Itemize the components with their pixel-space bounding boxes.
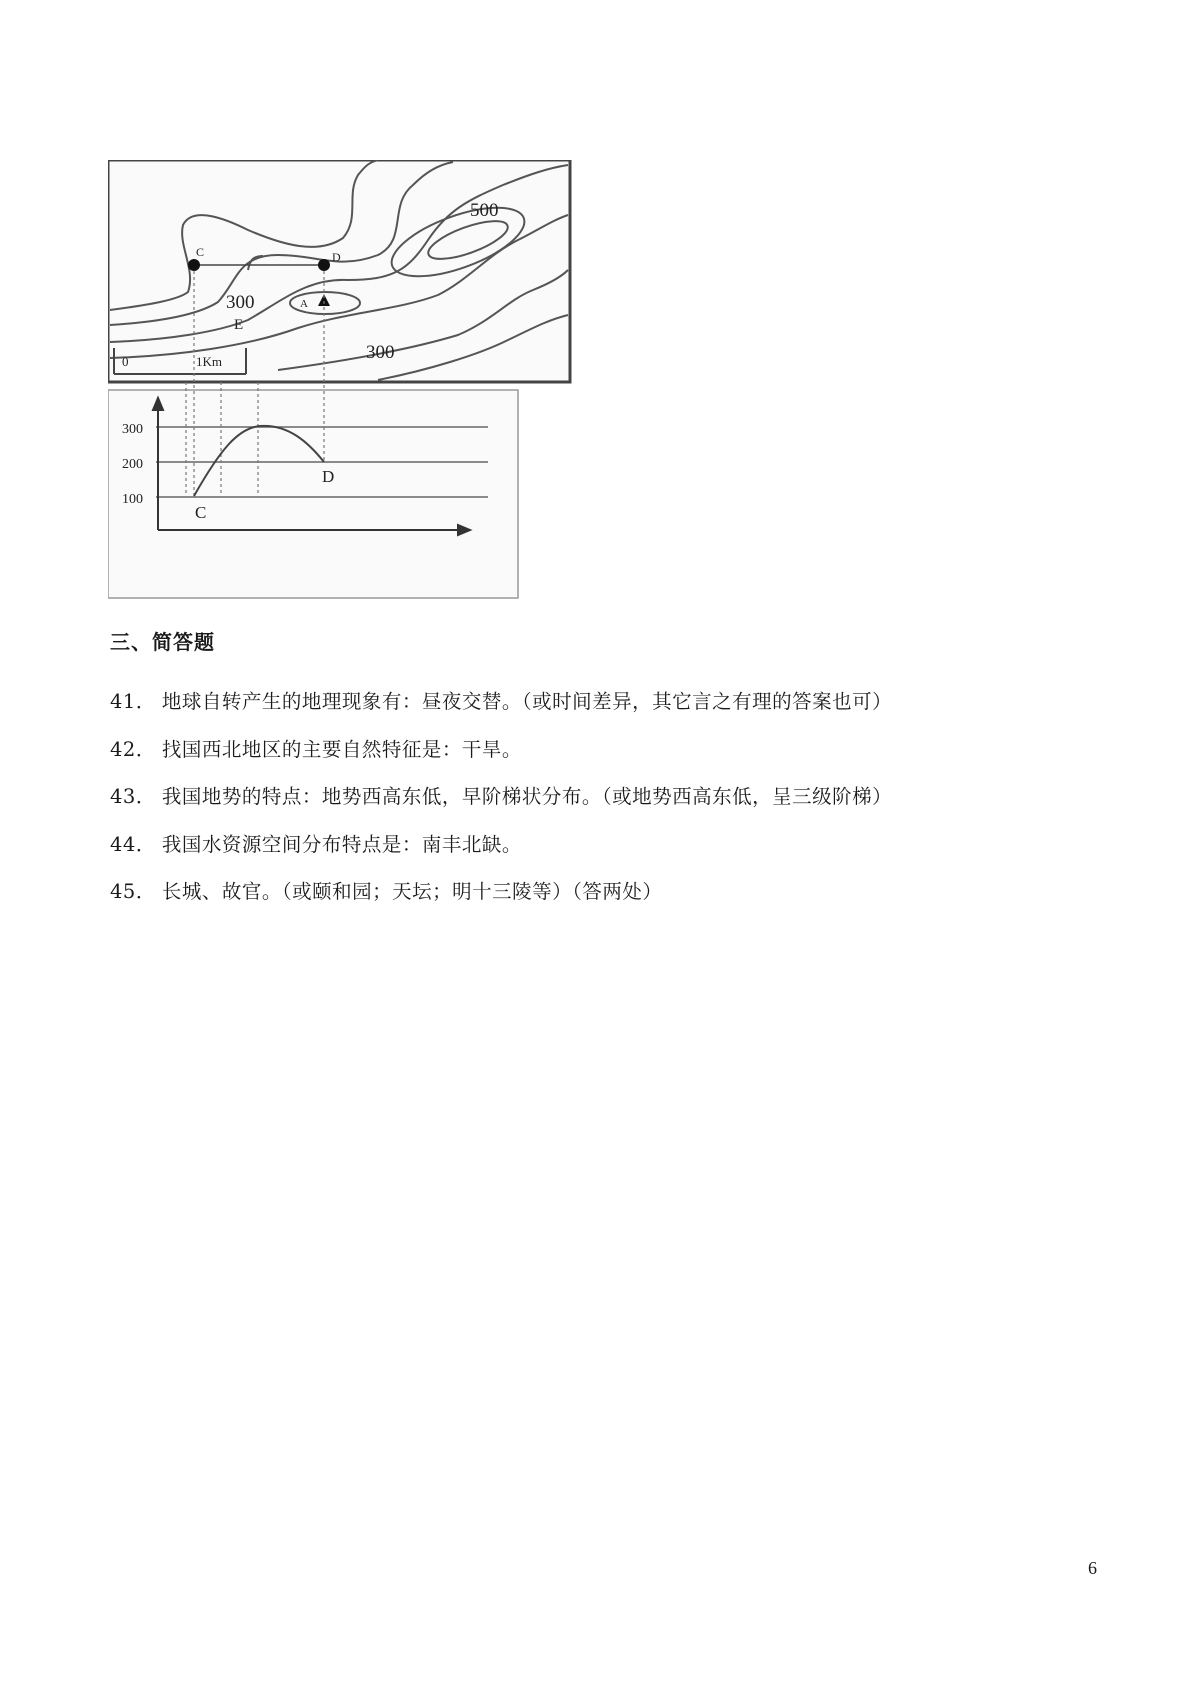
y-tick-300: 300 bbox=[122, 422, 143, 437]
contour-label-300-bottom: 300 bbox=[366, 342, 395, 363]
answer-item bbox=[110, 868, 892, 916]
answer-number: 41． bbox=[110, 690, 156, 713]
answer-number: 43． bbox=[110, 785, 156, 808]
answer-number: 42． bbox=[110, 737, 156, 761]
map-label-c: C bbox=[196, 245, 205, 259]
answer-text: 我国地势的特点：地势西高东低，早阶梯状分布。（或地势西高东低，呈三级阶梯） bbox=[161, 785, 893, 808]
contour-map bbox=[108, 160, 570, 382]
map-frame bbox=[108, 160, 570, 382]
map-label-e: E bbox=[234, 317, 244, 333]
answer-item bbox=[110, 821, 892, 869]
point-d-dot bbox=[318, 259, 330, 271]
page-number: 6 bbox=[1088, 1558, 1097, 1578]
y-tick-200: 200 bbox=[122, 457, 143, 472]
answer-item bbox=[110, 726, 892, 774]
scale-end-label: 1Km bbox=[196, 354, 222, 369]
answer-item bbox=[110, 773, 892, 821]
point-c-dot bbox=[188, 259, 200, 271]
answer-text: 找国西北地区的主要自然特征是：干旱。 bbox=[161, 737, 522, 761]
answer-number: 45． bbox=[110, 880, 156, 903]
answer-text: 长城、故官。（或颐和园；天坛；明十三陵等）（答两处） bbox=[161, 880, 663, 903]
scale-start-label: 0 bbox=[122, 354, 129, 369]
map-label-a: A bbox=[300, 298, 308, 310]
answer-number: 44． bbox=[110, 832, 156, 856]
section-title: 三、简答题 bbox=[110, 630, 215, 654]
figure-svg bbox=[108, 160, 578, 600]
profile-frame bbox=[108, 390, 518, 598]
answer-item bbox=[110, 678, 892, 726]
map-label-d: D bbox=[332, 250, 341, 264]
answer-text: 我国水资源空间分布特点是：南丰北缺。 bbox=[161, 832, 522, 856]
y-tick-100: 100 bbox=[122, 492, 143, 507]
answer-text: 地球自转产生的地理现象有：昼夜交替。（或时间差异，其它言之有理的答案也可） bbox=[161, 690, 893, 713]
topographic-figure bbox=[108, 160, 578, 600]
profile-label-d: D bbox=[322, 467, 335, 486]
answer-list bbox=[110, 678, 892, 916]
contour-label-500: 500 bbox=[470, 200, 499, 221]
profile-label-c: C bbox=[195, 503, 207, 522]
contour-label-300-left: 300 bbox=[226, 292, 255, 313]
